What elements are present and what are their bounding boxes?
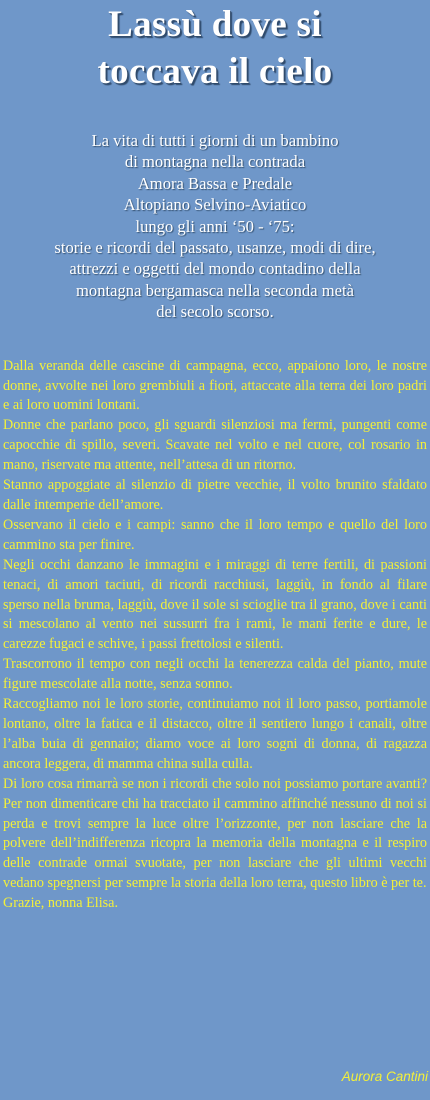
blurb-paragraph: Donne che parlano poco, gli sguardi silenziosi ma fermi, pungenti come capocchie di spillo, severi. Scavate nel volto e nel cuore, col rosario in mano, riservate ma attente, nell’attesa di un ritorno. [3,417,427,474]
title-line-1: Lassù dove si [108,4,322,45]
subtitle-line: di montagna nella contrada [124,152,306,172]
author-signature: Aurora Cantini [341,1069,428,1084]
subtitle-line: attrezzi e oggetti del mondo contadino della [69,259,361,279]
book-title [3,0,427,95]
subtitle-line: del secolo scorso. [156,302,274,322]
blurb-paragraph: Di loro cosa rimarrà se non i ricordi che solo noi possiamo portare avanti? Per non dimenticare chi ha tracciato il cammino affinché nessuno di noi si perda e trovi sempre la luce oltre l’orizzonte, per non lasciare che la polvere dell’indifferenza ricopra la memoria della montagna e il respiro delle contrade ormai svuotate, per non lasciare che gli ultimi vecchi vedano spegnersi per sempre la storia della loro terra, questo libro è per te. [3,775,427,892]
blurb-paragraph: Grazie, nonna Elisa. [3,895,119,912]
subtitle-line: Altopiano Selvino-Aviatico [123,195,307,215]
subtitle-line: montagna bergamasca nella seconda metà [76,280,354,300]
blurb-paragraph: Trascorrono il tempo con negli occhi la tenerezza calda del pianto, mute figure mescolate alla notte, senza sonno. [3,656,427,693]
subtitle-line: La vita di tutti i giorni di un bambino [91,131,339,150]
title-line-2: toccava il cielo [97,51,333,92]
blurb-text [3,357,427,914]
blurb-paragraph: Raccogliamo noi le loro storie, continuiamo noi il loro passo, portiamole lontano, oltre la fatica e il distacco, oltre il sentiero lungo i canali, oltre l’alba buia di gennaio; diamo voce ai loro sogni di donna, di ragazza ancora leggera, di mamma china sulla culla. [3,696,427,772]
blurb-paragraph: Stanno appoggiate al silenzio di pietre vecchie, il volto brunito sfaldato dalle intemperie dell’amore. [3,477,427,513]
blurb-paragraph: Dalla veranda delle cascine di campagna, ecco, appaiono loro, le nostre donne, avvolte nei loro grembiuli a fiori, attaccate alla terra dei loro padri e ai loro uomini lontani. [3,357,427,414]
subtitle-line: Amora Bassa e Predale [137,173,293,193]
blurb-paragraph: Negli occhi danzano le immagini e i miraggi di terre fertili, di passioni tenaci, di amori taciuti, di ricordi racchiusi, laggiù, in fondo al filare sperso nella bruma, laggiù, dove il sole si scioglie tra il grano, dove i canti si mescolano al vento nei sussurri fra i rami, le mani ferite e dure, le carezze fugaci e schive, i passi frettolosi e silenti. [3,556,427,653]
book-subtitle [3,130,427,323]
blurb-paragraph: Osservano il cielo e i campi: sanno che il loro tempo e quello del loro cammino sta per finire. [3,516,427,553]
subtitle-line: storie e ricordi del passato, usanze, modi di dire, [54,238,376,258]
subtitle-line: lungo gli anni ‘50 - ‘75: [135,216,295,236]
